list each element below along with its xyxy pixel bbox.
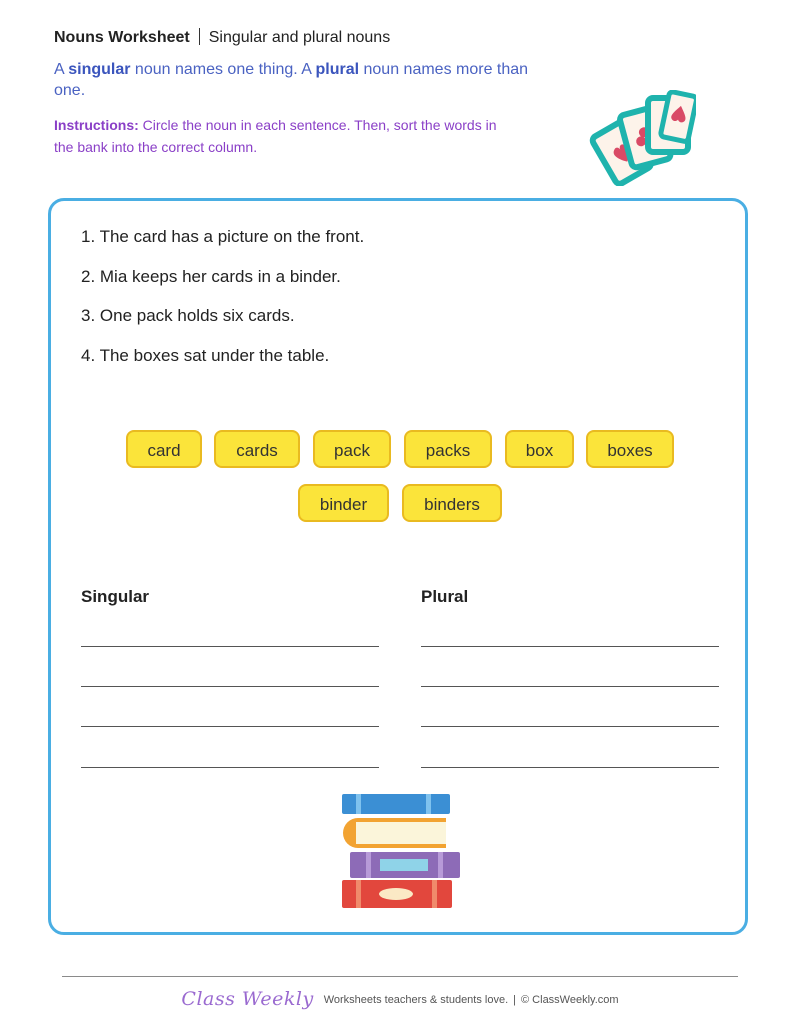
classweekly-logo: Class Weekly (181, 988, 314, 1010)
worksheet-title: Nouns Worksheet (54, 29, 190, 46)
sentence-list (81, 226, 364, 384)
instructions-text (54, 114, 504, 158)
playing-cards-illustration (584, 90, 696, 186)
definition-text (54, 59, 534, 101)
sentence-item: 4. The boxes sat under the table. (81, 345, 330, 365)
instructions-label: Instructions: (54, 117, 139, 133)
singular-term: singular (68, 61, 131, 78)
plural-term: plural (315, 61, 360, 78)
sentence-item: 2. Mia keeps her cards in a binder. (81, 266, 341, 286)
book-stack-illustration (338, 792, 462, 912)
definition-part: noun names more than one. (54, 61, 529, 99)
word-chip-packs[interactable]: packs (404, 430, 492, 468)
sentence-item: 1. The card has a picture on the front. (81, 227, 365, 246)
header-divider (199, 28, 200, 45)
answer-line[interactable] (81, 686, 379, 687)
word-chip-binders[interactable]: binders (402, 484, 502, 522)
word-chip-binder[interactable]: binder (298, 484, 389, 522)
footer-separator: | (513, 994, 517, 1006)
word-chip-boxes[interactable]: boxes (586, 430, 674, 468)
plural-column-heading: Plural (421, 587, 469, 606)
answer-line[interactable] (421, 646, 719, 647)
word-chip-cards[interactable]: cards (214, 430, 300, 468)
worksheet-header (54, 28, 390, 47)
word-chip-pack[interactable]: pack (313, 430, 391, 468)
footer-copyright[interactable]: © ClassWeekly.com (521, 994, 619, 1006)
word-chip-box[interactable]: box (505, 430, 574, 468)
footer-tagline: Worksheets teachers & students love. (323, 994, 509, 1006)
instructions-body: Circle the noun in each sentence. Then, sort the words in the bank into the correct column. (54, 117, 497, 155)
answer-line[interactable] (81, 726, 379, 727)
page-footer (0, 988, 800, 1010)
answer-line[interactable] (421, 686, 719, 687)
answer-line[interactable] (81, 646, 379, 647)
word-chip-card[interactable]: card (126, 430, 202, 468)
sentence-item: 3. One pack holds six cards. (81, 306, 295, 325)
footer-divider (62, 976, 738, 977)
definition-part: noun names one thing. A (130, 61, 316, 78)
answer-line[interactable] (421, 726, 719, 727)
definition-part: A (54, 61, 69, 78)
singular-column-heading: Singular (81, 587, 150, 606)
answer-line[interactable] (421, 767, 719, 768)
answer-line[interactable] (81, 767, 379, 768)
worksheet-subtitle: Singular and plural nouns (208, 29, 391, 46)
